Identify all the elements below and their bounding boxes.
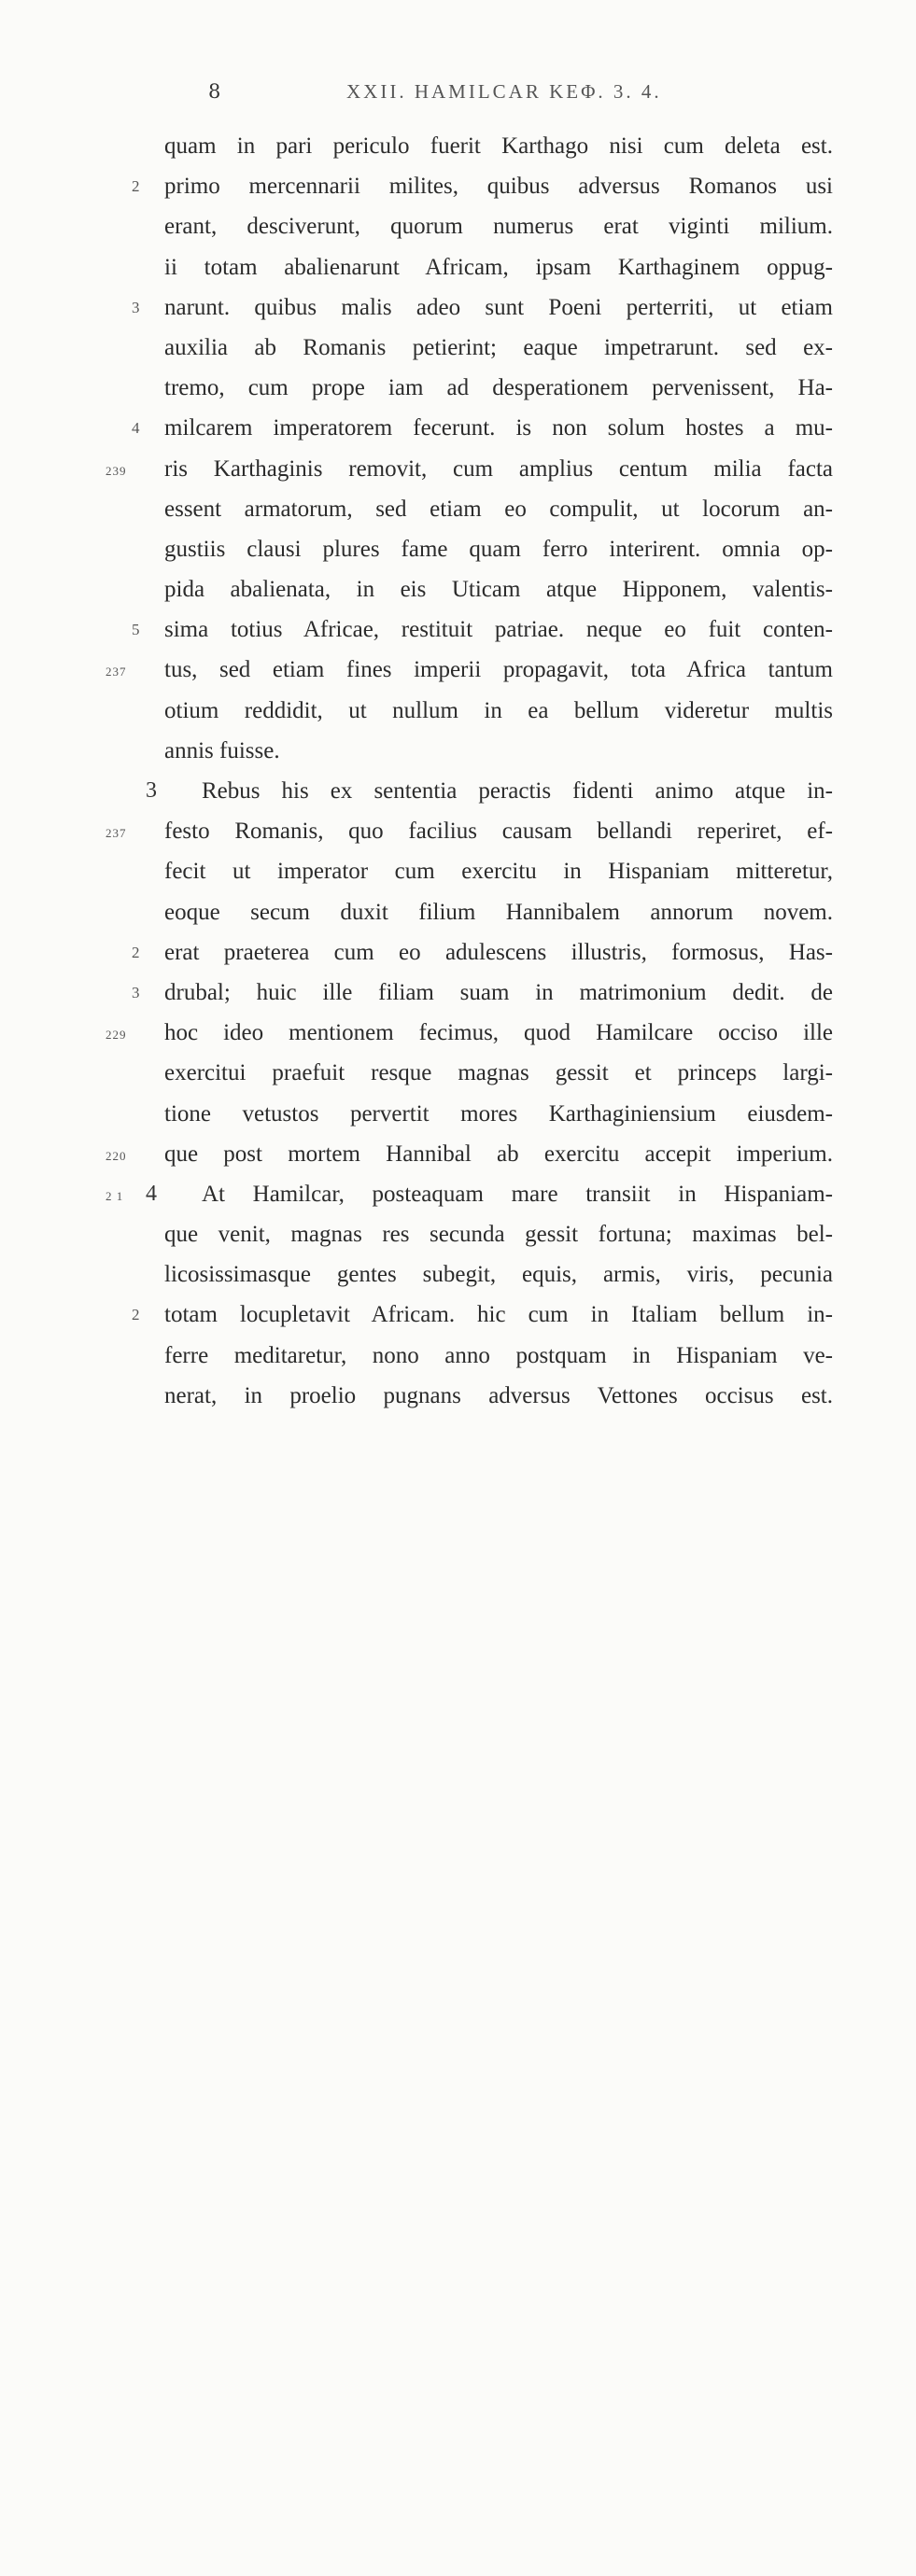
text-line <box>164 1053 833 1093</box>
text-line <box>106 1174 833 1214</box>
line-text: que venit, magnas res secunda gessit fortuna; maximas bel- <box>164 1222 833 1248</box>
text-line <box>106 1013 833 1053</box>
text-line <box>106 650 833 690</box>
verse-number: 3 <box>132 983 140 1001</box>
text-line <box>164 126 833 166</box>
source-page-reference: 2 1 <box>106 1188 124 1203</box>
line-text: narunt. quibus malis adeo sunt Poeni perterriti, ut etiam <box>164 294 833 320</box>
text-line <box>106 449 833 489</box>
text-line <box>132 932 833 973</box>
text-line <box>164 368 833 408</box>
text-line <box>164 1214 833 1254</box>
line-text: annis fuisse. <box>164 737 280 763</box>
line-text: primo mercennarii milites, quibus adversus Romanos usi <box>164 174 833 200</box>
source-page-reference: 239 <box>106 463 127 478</box>
text-line <box>164 892 833 932</box>
text-line <box>146 771 833 811</box>
text-line <box>164 1094 833 1134</box>
line-text: sima totius Africae, restituit patriae. neque eo fuit conten- <box>164 617 833 643</box>
text-line <box>106 1134 833 1174</box>
text-line <box>164 247 833 287</box>
text-line <box>164 206 833 246</box>
chapter-number: 3 <box>146 778 157 803</box>
line-text: otium reddidit, ut nullum in ea bellum videretur multis <box>164 697 833 723</box>
text-line <box>106 811 833 851</box>
verse-number: 5 <box>132 621 140 639</box>
line-text: fecit ut imperator cum exercitu in Hispaniam mitteretur, <box>164 859 833 885</box>
line-text: tione vetustos pervertit mores Karthaginiensium eiusdem- <box>164 1100 833 1127</box>
text-line <box>164 1336 833 1376</box>
line-text: tus, sed etiam fines imperii propagavit, tota Africa tantum <box>164 657 833 683</box>
line-text: drubal; huic ille filiam suam in matrimonium dedit. de <box>164 979 833 1005</box>
body-text <box>106 126 833 1416</box>
text-line <box>132 609 833 650</box>
line-text: que post mortem Hannibal ab exercitu accepit imperium. <box>164 1141 833 1167</box>
text-line <box>132 973 833 1013</box>
text-line <box>132 287 833 328</box>
line-text: licosissimasque gentes subegit, equis, armis, viris, pecunia <box>164 1262 833 1288</box>
page-number: 8 <box>208 80 221 103</box>
line-text: ii totam abalienarunt Africam, ipsam Karthaginem oppug- <box>164 254 833 280</box>
line-text: Rebus his ex sententia peractis fidenti animo atque in- <box>202 778 833 804</box>
text-line <box>164 529 833 569</box>
text-line <box>164 569 833 609</box>
line-text: pida abalienata, in eis Uticam atque Hipponem, valentis- <box>164 577 833 603</box>
source-page-reference: 229 <box>106 1028 127 1043</box>
running-head: XXII. HAMILCAR KEΦ. 3. 4. <box>346 80 662 103</box>
line-text: gustiis clausi plures fame quam ferro interirent. omnia op- <box>164 536 833 562</box>
verse-number: 2 <box>132 943 140 961</box>
line-text: ferre meditaretur, nono anno postquam in Hispaniam ve- <box>164 1342 833 1368</box>
text-line <box>164 731 833 771</box>
verse-number: 2 <box>132 177 140 196</box>
verse-number: 4 <box>132 419 140 438</box>
source-page-reference: 237 <box>106 665 127 679</box>
line-text: exercitui praefuit resque magnas gessit et princeps largi- <box>164 1060 833 1086</box>
line-text: At Hamilcar, posteaquam mare transiit in Hispaniam- <box>202 1181 833 1207</box>
line-text: eoque secum duxit filium Hannibalem annorum novem. <box>164 899 833 925</box>
line-text: ris Karthaginis removit, cum amplius centum milia facta <box>164 455 833 482</box>
line-text: essent armatorum, sed etiam eo compulit, ut locorum an- <box>164 496 833 522</box>
line-text: quam in pari periculo fuerit Karthago nisi cum deleta est. <box>164 133 833 159</box>
line-text: totam locupletavit Africam. hic cum in Italiam bellum in- <box>164 1302 833 1328</box>
chapter-number: 4 <box>146 1181 157 1206</box>
line-text: festo Romanis, quo facilius causam bellandi reperiret, ef- <box>164 819 833 845</box>
line-text: tremo, cum prope iam ad desperationem pervenissent, Ha- <box>164 375 833 401</box>
text-line <box>164 851 833 891</box>
verse-number: 3 <box>132 298 140 316</box>
line-text: milcarem imperatorem fecerunt. is non solum hostes a mu- <box>164 415 833 441</box>
text-line <box>164 691 833 731</box>
text-line <box>164 328 833 368</box>
source-page-reference: 220 <box>106 1148 127 1163</box>
line-text: erat praeterea cum eo adulescens illustris, formosus, Has- <box>164 939 833 965</box>
line-text: erant, desciverunt, quorum numerus erat viginti milium. <box>164 214 833 240</box>
verse-number: 2 <box>132 1306 140 1324</box>
text-line <box>164 1254 833 1295</box>
line-text: hoc ideo mentionem fecimus, quod Hamilcare occiso ille <box>164 1020 833 1046</box>
page-header <box>0 80 916 108</box>
text-line <box>132 166 833 206</box>
line-text: nerat, in proelio pugnans adversus Vettones occisus est. <box>164 1382 833 1408</box>
line-text: auxilia ab Romanis petierint; eaque impetrarunt. sed ex- <box>164 334 833 360</box>
text-line <box>164 1376 833 1416</box>
source-page-reference: 237 <box>106 826 127 841</box>
text-line <box>132 1295 833 1335</box>
text-line <box>132 408 833 448</box>
text-line <box>164 489 833 529</box>
